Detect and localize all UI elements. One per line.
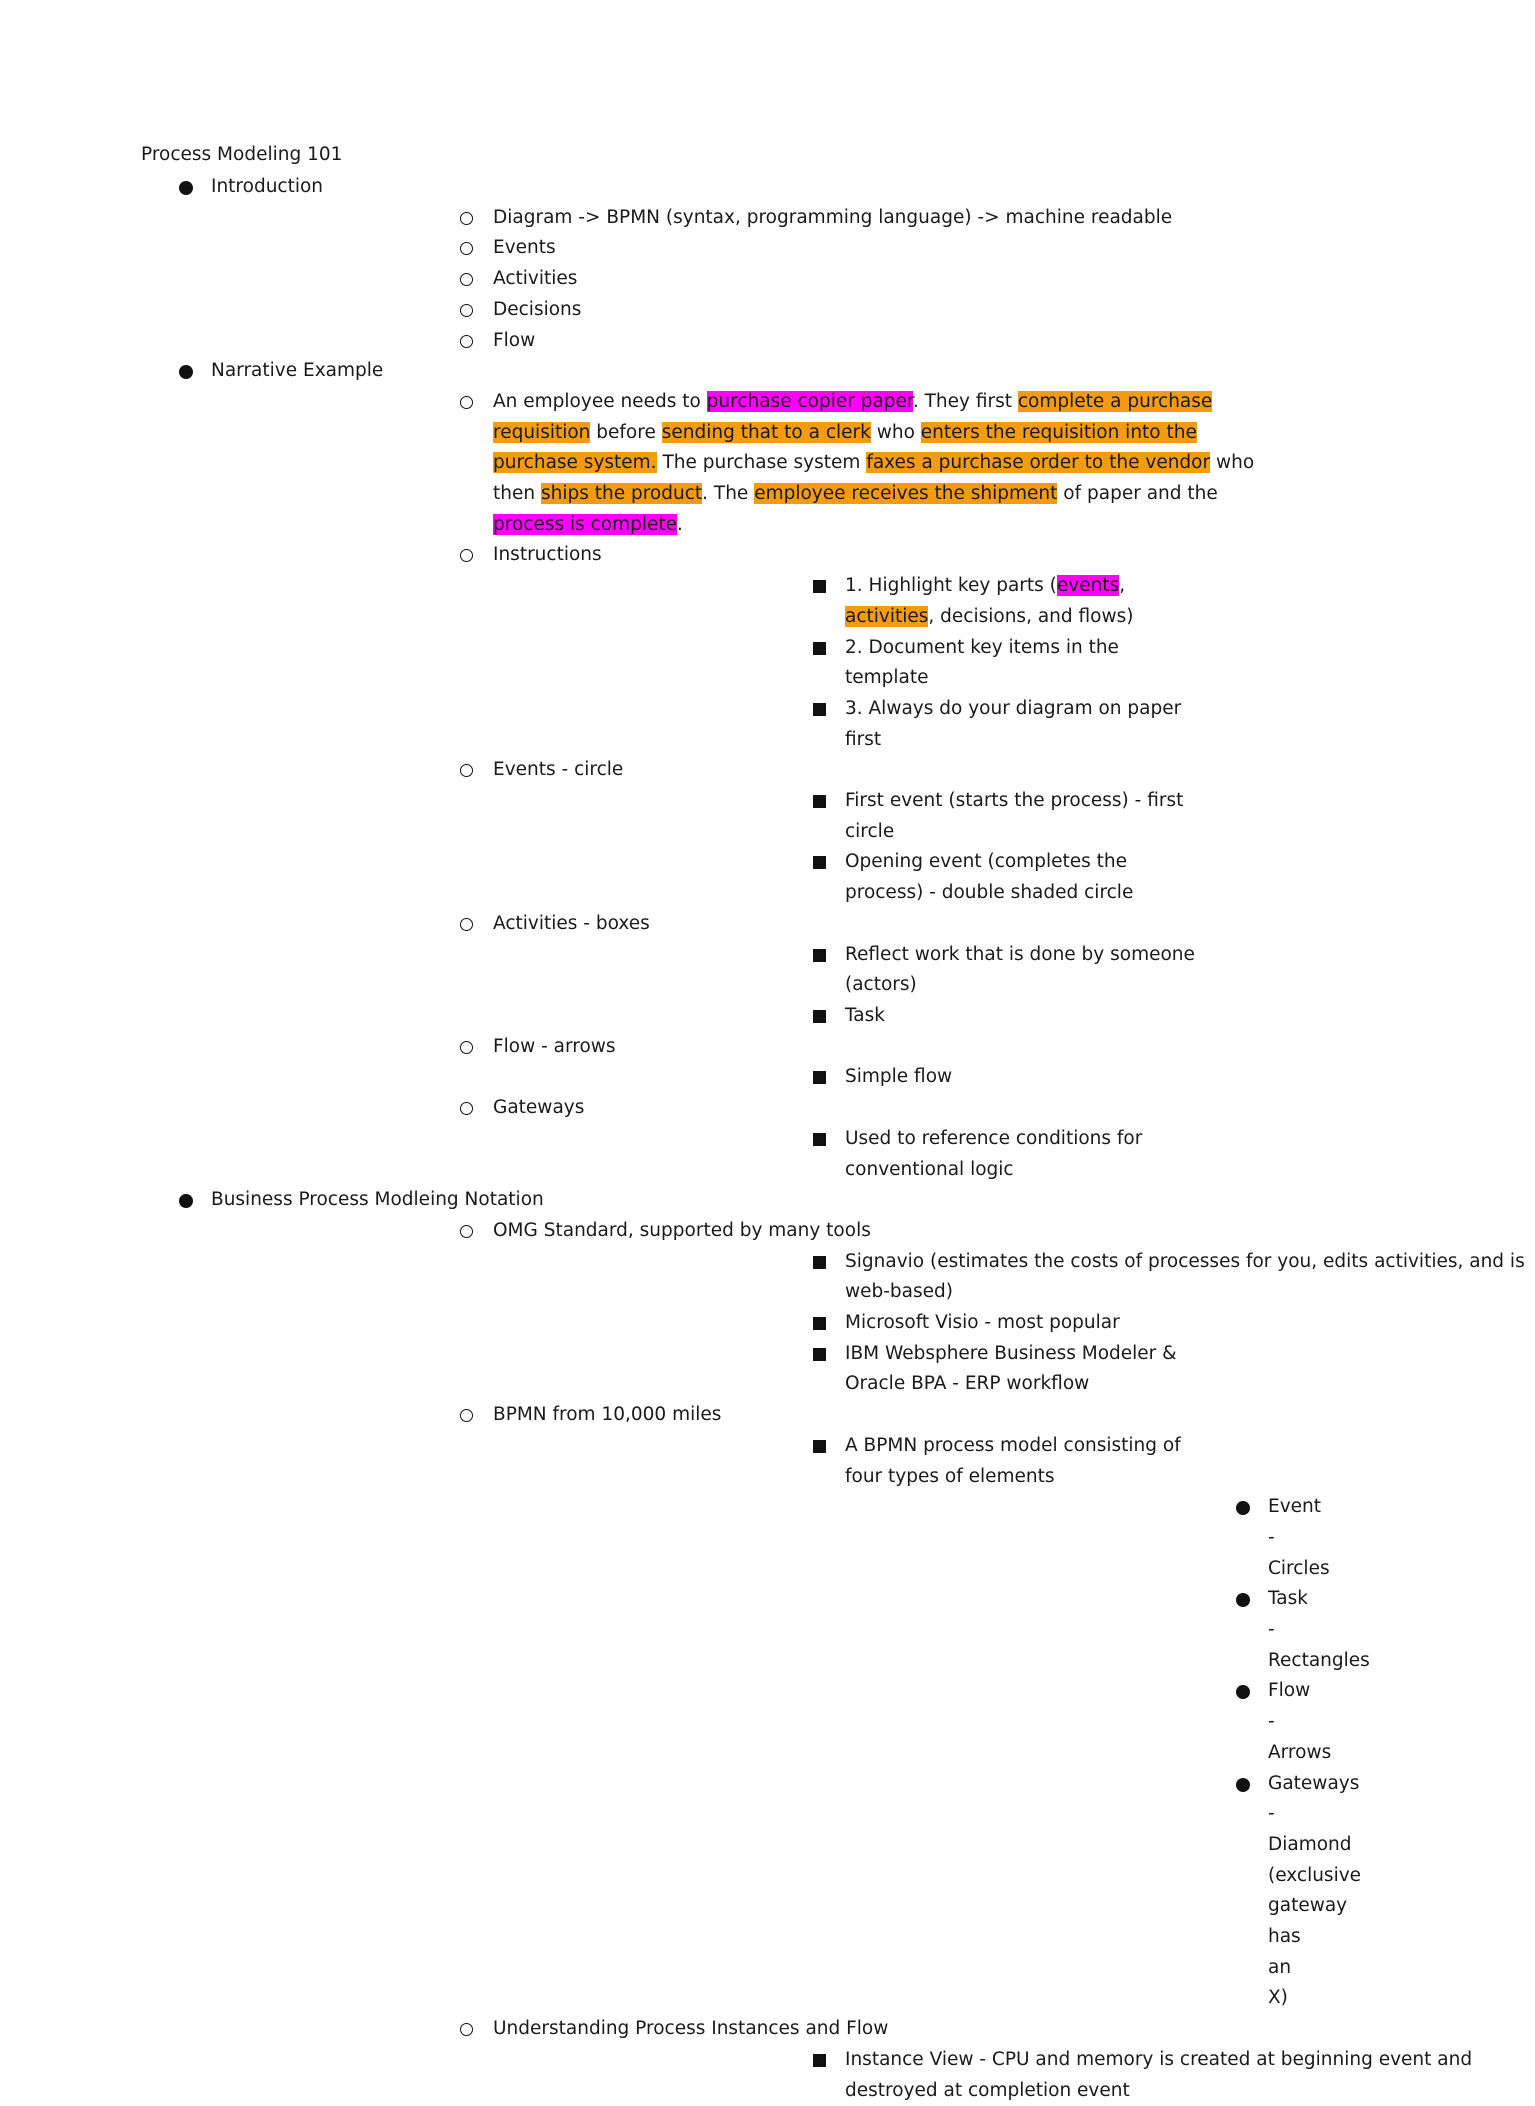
list-item <box>493 786 1200 847</box>
list-item <box>493 2045 1473 2106</box>
highlight-activity: complete a purchase requisition <box>493 390 1213 443</box>
list-item-text: Event - Circles <box>1268 1496 1330 1579</box>
list-item <box>211 387 1255 541</box>
list-item <box>845 1584 1370 1676</box>
list-item-text: Gateways <box>493 1097 585 1119</box>
list-item-text: OMG Standard, supported by many tools <box>493 1219 871 1241</box>
bullet-disc-icon <box>1236 1593 1250 1607</box>
list-item-text: Flow - arrows <box>493 1035 616 1057</box>
bullet-circle-icon <box>460 1102 473 1115</box>
text-run: of paper and the <box>1057 483 1218 505</box>
highlight-event: process is complete <box>493 513 678 535</box>
bullet-square-icon <box>813 1133 826 1146</box>
list-item-text: A BPMN process model consisting of four types of elements <box>845 1434 1181 1487</box>
list-item <box>211 755 1200 909</box>
list-item-text: Task - Rectangles <box>1268 1588 1370 1671</box>
bullet-disc-icon <box>179 365 193 379</box>
list-item-text: Flow <box>493 329 536 351</box>
list-item <box>211 1216 1525 1400</box>
list-item <box>211 1400 1370 2014</box>
bullet-square-icon <box>813 949 826 962</box>
list-item <box>211 203 1200 234</box>
list-item <box>211 233 1200 264</box>
list-item-text: Gateways - Diamond (exclusive gateway has an X) <box>1268 1772 1362 2009</box>
bullet-disc-icon <box>1236 1685 1250 1699</box>
list-item <box>493 1062 1200 1093</box>
bullet-circle-icon <box>460 549 473 562</box>
list-item <box>493 1308 1200 1339</box>
list-item-text: First event (starts the process) - first circle <box>845 790 1184 842</box>
text-run: The purchase system <box>656 452 867 474</box>
highlight-event: events <box>1056 575 1120 597</box>
list-item <box>0 1185 1525 2106</box>
list-item <box>845 1769 1362 2015</box>
highlight-activity: faxes a purchase order to the vendor <box>866 452 1211 474</box>
bullet-square-icon <box>813 1071 826 1084</box>
bullet-circle-icon <box>460 1041 473 1054</box>
list-item-text: Flow - Arrows <box>1268 1680 1332 1763</box>
text-run: who <box>870 421 921 443</box>
list-item-text: Instance View - CPU and memory is created at beginning event and destroyed at completion event <box>845 2048 1473 2101</box>
narrative-paragraph <box>493 387 1273 541</box>
list-item-text: Microsoft Visio - most popular <box>845 1312 1120 1334</box>
bullet-circle-icon <box>460 304 473 317</box>
bullet-circle-icon <box>460 212 473 225</box>
list-item-text: Opening event (completes the process) - double shaded circle <box>845 851 1134 904</box>
bullet-circle-icon <box>460 764 473 777</box>
bullet-disc-icon <box>179 1194 193 1208</box>
bullet-square-icon <box>813 2054 826 2067</box>
section-heading: Business Process Modleing Notation <box>211 1189 544 1211</box>
page-title: Process Modeling 101 <box>141 144 343 165</box>
list-item <box>493 1124 1200 1185</box>
list-item <box>493 1431 1370 2014</box>
list-item-text: Activities - boxes <box>493 912 650 934</box>
list-item <box>845 1676 1332 1768</box>
list-item <box>211 1093 1200 1185</box>
list-item <box>211 326 1200 357</box>
bullet-square-icon <box>813 1348 826 1361</box>
list-item-text: BPMN from 10,000 miles <box>493 1404 722 1426</box>
list-item <box>493 1339 1200 1400</box>
list-item-text: Reflect work that is done by someone (actors) <box>845 943 1195 996</box>
list-item-text: Instructions <box>493 544 602 566</box>
bullet-square-icon <box>813 1317 826 1330</box>
text-run: . They first <box>912 390 1018 412</box>
bullet-circle-icon <box>460 396 473 409</box>
highlight-event: purchase copier paper <box>706 390 913 412</box>
section-heading: Narrative Example <box>211 360 384 382</box>
list-item <box>0 172 1200 356</box>
list-item <box>211 540 1200 755</box>
bullet-circle-icon <box>460 1409 473 1422</box>
list-item <box>493 571 1200 632</box>
highlight-activity: ships the product <box>540 483 703 505</box>
list-item-text: Activities <box>493 268 578 290</box>
list-item-text: 3. Always do your diagram on paper first <box>845 697 1182 750</box>
highlight-activity: enters the requisition into the purchase system. <box>493 421 1197 474</box>
bullet-square-icon <box>813 1010 826 1023</box>
list-item-text: Events <box>493 237 556 259</box>
bullet-circle-icon <box>460 1225 473 1238</box>
list-item-text: Simple flow <box>845 1066 953 1088</box>
text-run: , <box>1119 575 1126 597</box>
bullet-circle-icon <box>460 242 473 255</box>
bullet-circle-icon <box>460 273 473 286</box>
section-heading: Introduction <box>211 176 324 197</box>
list-item <box>493 633 1200 694</box>
text-run: 1. Highlight key parts ( <box>845 575 1057 597</box>
list-item <box>211 909 1200 1032</box>
list-item-text: Task <box>845 1004 885 1026</box>
list-item-text: 2. Document key items in the template <box>845 636 1119 689</box>
bullet-square-icon <box>813 580 826 593</box>
list-item <box>0 356 1255 1185</box>
bullet-disc-icon <box>179 181 193 195</box>
list-item <box>493 694 1200 755</box>
bullet-square-icon <box>813 642 826 655</box>
list-item <box>493 1001 1200 1032</box>
highlight-activity: sending that to a clerk <box>661 421 871 443</box>
highlight-activity: activities <box>845 605 929 627</box>
bullet-square-icon <box>813 1440 826 1453</box>
list-item <box>211 264 1200 295</box>
list-item-text: Events - circle <box>493 759 624 781</box>
bullet-square-icon <box>813 856 826 869</box>
list-item <box>211 1032 1200 1093</box>
list-item <box>845 1492 1330 1584</box>
list-item-text: Decisions <box>493 298 582 320</box>
text-run: , decisions, and flows) <box>928 605 1134 627</box>
list-item-text: Used to reference conditions for conventional logic <box>845 1127 1143 1180</box>
list-item <box>493 940 1200 1001</box>
list-item-text: Diagram -> BPMN (syntax, programming language) -> machine readable <box>493 206 1173 228</box>
text-run: before <box>590 421 662 443</box>
bullet-disc-icon <box>1236 1778 1250 1792</box>
list-item-text: Understanding Process Instances and Flow <box>493 2018 889 2040</box>
bullet-disc-icon <box>1236 1501 1250 1515</box>
outline <box>0 172 1525 2106</box>
text-run: who then <box>493 452 1255 505</box>
list-item <box>211 295 1200 326</box>
bullet-circle-icon <box>460 918 473 931</box>
list-item-text: IBM Websphere Business Modeler & Oracle BPA - ERP workflow <box>845 1342 1177 1395</box>
bullet-circle-icon <box>460 2023 473 2036</box>
list-item <box>211 2014 1473 2106</box>
highlight-activity: employee receives the shipment <box>754 483 1058 505</box>
list-item <box>493 1247 1525 1308</box>
bullet-square-icon <box>813 795 826 808</box>
list-item <box>493 847 1200 908</box>
text-run: . <box>677 513 683 535</box>
bullet-square-icon <box>813 703 826 716</box>
bullet-circle-icon <box>460 335 473 348</box>
text-run: . The <box>702 483 755 505</box>
list-item-text: Signavio (estimates the costs of processes for you, edits activities, and is web-based) <box>845 1250 1525 1303</box>
bullet-square-icon <box>813 1256 826 1269</box>
text-run: An employee needs to <box>493 390 707 412</box>
